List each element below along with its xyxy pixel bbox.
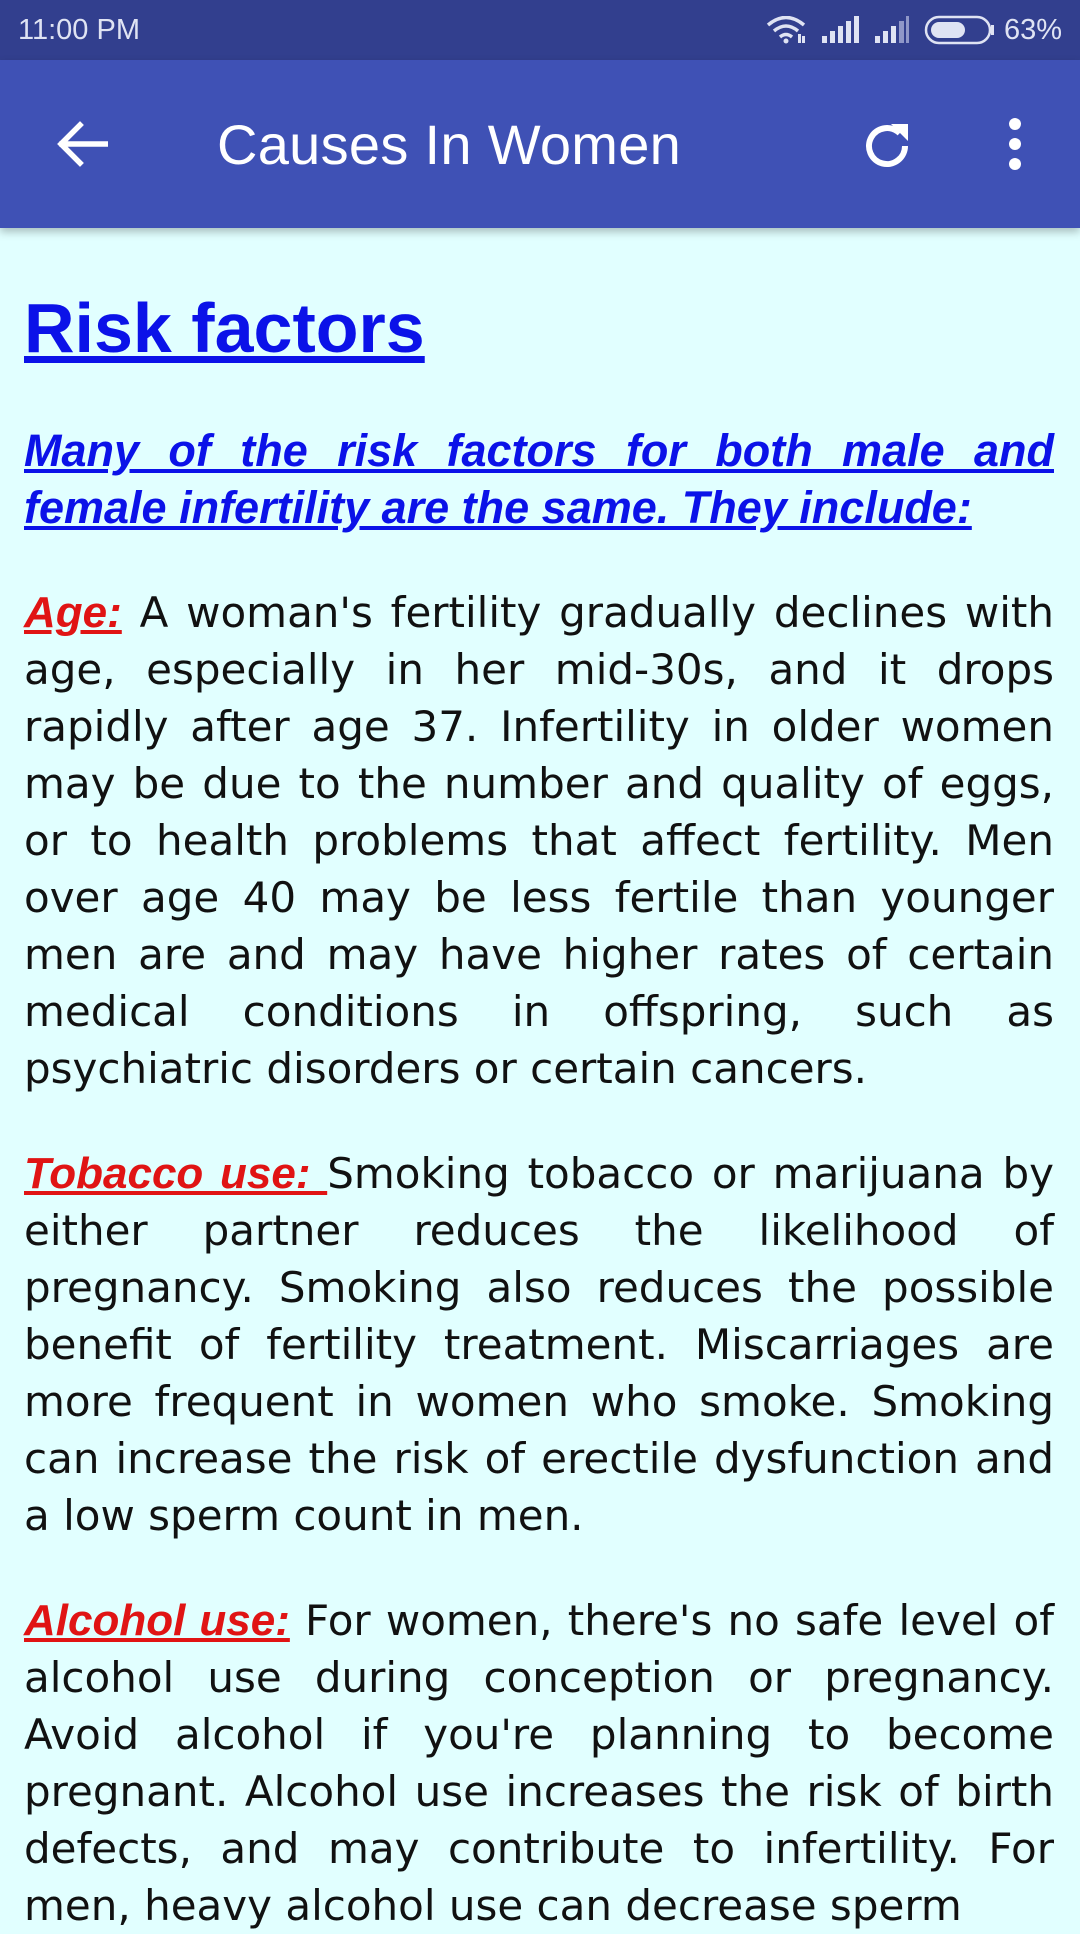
article-intro: Many of the risk factors for both male and female infertility are the same. They include: <box>24 425 1054 533</box>
article-heading: Risk factors <box>24 289 425 367</box>
article-content <box>24 280 1054 1934</box>
back-arrow-icon <box>56 121 108 167</box>
refresh-button[interactable] <box>855 114 919 178</box>
status-bar <box>0 0 1080 60</box>
more-options-button[interactable] <box>1000 112 1030 176</box>
section-term: Alcohol use: <box>24 1596 290 1645</box>
section-alcohol <box>24 1592 1054 1934</box>
status-time: 11:00 PM <box>18 13 140 46</box>
section-term: Age: <box>24 588 122 637</box>
section-text: A woman's fertility gradually declines with age, especially in her mid-30s, and it drops rapidly after age 37. Infertility in older women may be due to the number and quality of eggs, or to health problems that affect fertility. Men over age 40 may be less fertile than younger men are and may have higher rates of certain medical conditions in offspring, such as psychiatric disorders or certain cancers. <box>24 588 1054 1093</box>
section-text: For women, there's no safe level of alcohol use during conception or pregnancy. Avoid alcohol if you're planning to become pregnant. Alcohol use increases the risk of birth defects, and may contribute to infertility. For men, heavy alcohol use can decrease sperm <box>24 1596 1054 1930</box>
wifi-icon <box>766 16 806 44</box>
section-text: Smoking tobacco or marijuana by either partner reduces the likelihood of pregnancy. Smoking also reduces the possible benefit of fertility treatment. Miscarriages are more frequent in women who smoke. Smoking can increase the risk of erectile dysfunction and a low sperm count in men. <box>24 1149 1054 1540</box>
signal-icon-2 <box>874 16 910 44</box>
battery-percent: 63% <box>1003 13 1062 46</box>
page-title: Causes In Women <box>217 112 682 176</box>
section-term: Tobacco use: <box>24 1149 328 1198</box>
signal-icon <box>820 16 860 44</box>
section-age <box>24 584 1054 1097</box>
battery-indicator <box>924 14 1062 47</box>
refresh-icon <box>860 119 914 173</box>
battery-icon <box>924 15 996 45</box>
app-bar <box>0 60 1080 228</box>
section-tobacco <box>24 1145 1054 1544</box>
status-icons <box>766 14 1062 47</box>
back-button[interactable] <box>50 112 114 176</box>
more-vert-icon <box>1007 117 1023 171</box>
